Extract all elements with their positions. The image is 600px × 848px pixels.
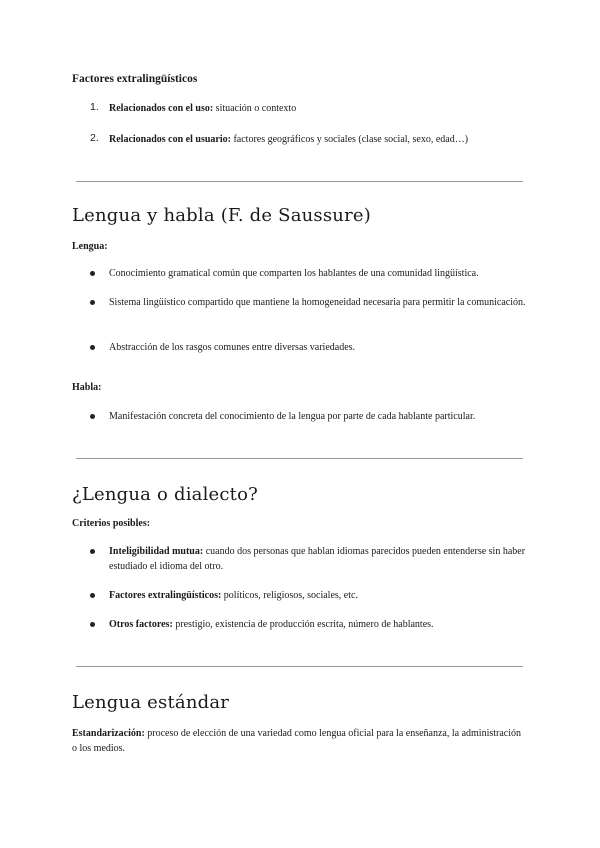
bullet-icon [90, 345, 95, 350]
list-item [109, 544, 529, 574]
list-item [109, 101, 529, 116]
list-item-text: prestigio, existencia de producción escrita, número de hablantes. [172, 619, 434, 630]
list-item: Conocimiento gramatical común que comparten los hablantes de una comunidad lingüística. [109, 268, 479, 279]
section-heading-factores: Factores extralingüísticos [72, 73, 198, 85]
list-item-term: Relacionados con el usuario: [109, 134, 231, 145]
paragraph-text: proceso de elección de una variedad como lengua oficial para la enseñanza, la administración o los medios. [72, 728, 521, 754]
list-item [109, 617, 529, 632]
list-item: Sistema lingüístico compartido que mantiene la homogeneidad necesaria para permitir la comunicación. [109, 297, 526, 308]
subheading-habla: Habla: [72, 382, 102, 393]
list-item-text: situación o contexto [213, 103, 297, 114]
bullet-icon [90, 622, 95, 627]
paragraph-term: Estandarización: [72, 728, 145, 739]
section-title-dialecto: ¿Lengua o dialecto? [72, 484, 258, 505]
horizontal-divider [76, 666, 523, 667]
list-item-text: políticos, religiosos, sociales, etc. [221, 590, 358, 601]
list-item-term: Otros factores: [109, 619, 173, 630]
list-item [109, 132, 529, 147]
horizontal-divider [76, 458, 523, 459]
bullet-icon [90, 414, 95, 419]
bullet-icon [90, 549, 95, 554]
section-title-estandar: Lengua estándar [72, 692, 230, 713]
list-item-term: Relacionados con el uso: [109, 103, 214, 114]
subheading-lengua: Lengua: [72, 241, 108, 252]
list-item: Manifestación concreta del conocimiento de la lengua por parte de cada hablante particular. [109, 411, 476, 422]
bullet-icon [90, 300, 95, 305]
list-item [109, 588, 529, 603]
list-item-term: Factores extralingüísticos: [109, 590, 222, 601]
bullet-icon [90, 271, 95, 276]
section-title-lengua-habla: Lengua y habla (F. de Saussure) [72, 205, 371, 226]
list-item-term: Inteligibilidad mutua: [109, 546, 204, 557]
paragraph-estandarizacion [72, 726, 527, 756]
horizontal-divider [76, 181, 523, 182]
list-number: 2. [90, 132, 99, 144]
list-item: Abstracción de los rasgos comunes entre diversas variedades. [109, 342, 356, 353]
list-number: 1. [90, 101, 99, 113]
subheading-criterios: Criterios posibles: [72, 518, 151, 529]
list-item-text: factores geográficos y sociales (clase social, sexo, edad…) [230, 134, 469, 145]
bullet-icon [90, 593, 95, 598]
list-item-text: cuando dos personas que hablan idiomas parecidos pueden entenderse sin haber estudiado el idioma del otro. [109, 546, 526, 572]
